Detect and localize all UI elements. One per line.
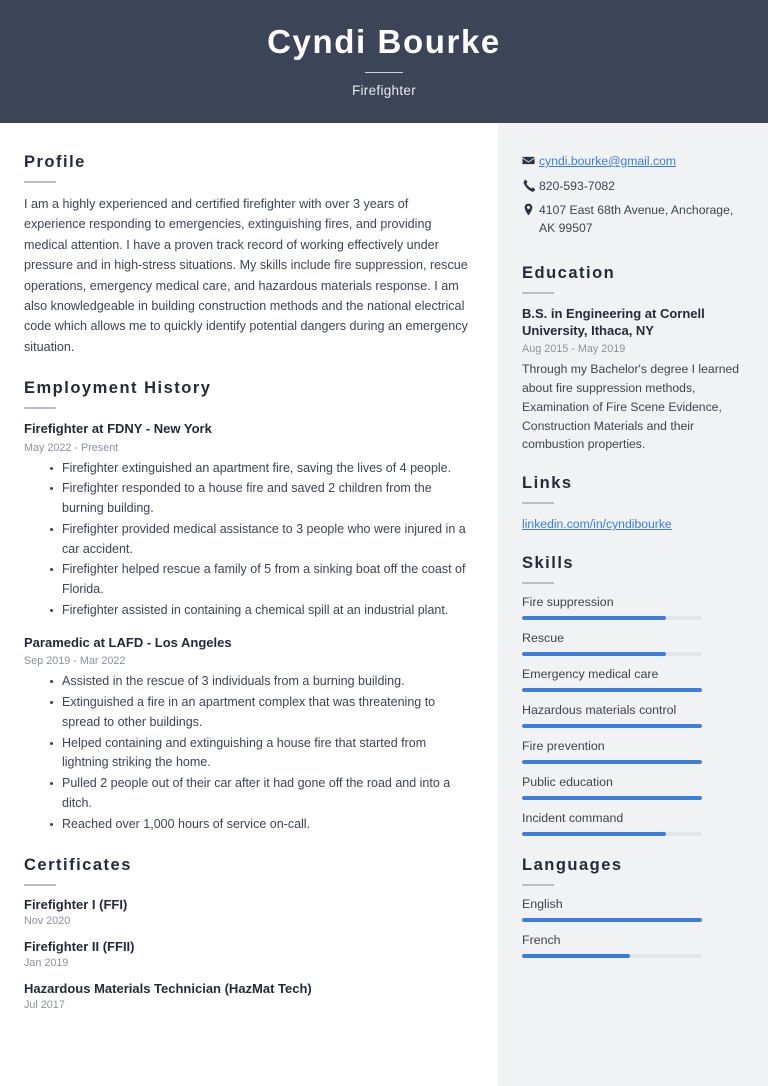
address-text: 4107 East 68th Avenue, Anchorage, AK 99507 — [539, 203, 734, 236]
email-link[interactable]: cyndi.bourke@gmail.com — [539, 154, 677, 168]
skill-bar-fill — [522, 760, 702, 764]
language-bar-fill — [522, 918, 702, 922]
resume-header — [0, 0, 768, 123]
skill-bar-track — [522, 652, 702, 656]
certificates-section — [24, 856, 470, 1011]
contact-row — [522, 202, 744, 237]
skill-label: Emergency medical care — [522, 667, 659, 682]
certificate-title: Firefighter II (FFII) — [24, 939, 135, 955]
job-entry — [24, 420, 470, 621]
skill-label: Incident command — [522, 811, 624, 826]
section-underline — [24, 407, 56, 409]
skill — [522, 775, 744, 800]
job-bullet: Helped containing and extinguishing a house fire that started from lightning striking the home. — [50, 734, 470, 774]
certificate-date: Jan 2019 — [24, 957, 69, 970]
skill-list — [522, 595, 744, 836]
contact-list — [522, 153, 744, 238]
education-date: Aug 2015 - May 2019 — [522, 342, 626, 355]
language — [522, 897, 744, 922]
main-column — [0, 123, 498, 1086]
job-bullet: Pulled 2 people out of their car after it had gone off the road and into a ditch. — [50, 774, 470, 814]
language-bar-fill — [522, 954, 630, 958]
resume-body — [0, 123, 768, 1086]
skills-section — [522, 554, 744, 836]
certificate-entry — [24, 939, 470, 969]
link-list — [522, 515, 744, 534]
section-underline — [522, 292, 554, 294]
skill-label: Fire prevention — [522, 739, 605, 754]
education-section — [522, 264, 744, 455]
job-bullet: Firefighter extinguished an apartment fire, saving the lives of 4 people. — [50, 459, 470, 479]
language-label: English — [522, 897, 563, 912]
job-bullet: Extinguished a fire in an apartment complex that was threatening to spread to other buildings. — [50, 693, 470, 733]
certificate-date: Nov 2020 — [24, 915, 71, 928]
certificate-entry — [24, 981, 470, 1011]
candidate-job-title: Firefighter — [351, 83, 417, 99]
job-title: Paramedic at LAFD - Los Angeles — [24, 634, 232, 650]
skill-label: Rescue — [522, 631, 565, 646]
contact-row — [522, 153, 744, 171]
job-title: Firefighter at FDNY - New York — [24, 421, 212, 437]
skill-bar-track — [522, 760, 702, 764]
skill-label: Fire suppression — [522, 595, 614, 610]
profile-heading: Profile — [24, 153, 86, 171]
section-underline — [522, 582, 554, 584]
job-entry — [24, 634, 470, 835]
job-bullet: Firefighter responded to a house fire and saved 2 children from the burning building. — [50, 479, 470, 519]
skill-bar-fill — [522, 724, 702, 728]
certificate-entry — [24, 897, 470, 927]
job-bullet: Assisted in the rescue of 3 individuals from a burning building. — [50, 672, 470, 692]
links-section — [522, 474, 744, 534]
skill — [522, 703, 744, 728]
language-list — [522, 897, 744, 958]
languages-heading: Languages — [522, 856, 623, 875]
certificate-list — [24, 897, 470, 1011]
skill — [522, 739, 744, 764]
job-date: Sep 2019 - Mar 2022 — [24, 655, 126, 668]
section-underline — [522, 884, 554, 886]
skill-bar-fill — [522, 652, 666, 656]
skill-bar-fill — [522, 796, 702, 800]
language — [522, 933, 744, 958]
envelope-icon — [522, 153, 539, 167]
certificate-date: Jul 2017 — [24, 999, 65, 1012]
skill-bar-fill — [522, 832, 666, 836]
employment-heading: Employment History — [24, 379, 212, 398]
skill-bar-track — [522, 832, 702, 836]
certificate-title: Hazardous Materials Technician (HazMat Tech) — [24, 981, 312, 997]
section-underline — [522, 502, 554, 504]
section-underline — [24, 181, 56, 183]
profile-link[interactable]: linkedin.com/in/cyndibourke — [522, 517, 672, 532]
skill-label: Hazardous materials control — [522, 703, 677, 718]
job-bullet: Firefighter assisted in containing a chemical spill at an industrial plant. — [50, 601, 470, 621]
links-heading: Links — [522, 474, 573, 493]
skill-bar-fill — [522, 616, 666, 620]
skills-heading: Skills — [522, 554, 575, 573]
map-pin-icon — [522, 202, 539, 216]
language-label: French — [522, 933, 561, 948]
skill-bar-track — [522, 796, 702, 800]
contact-row — [522, 178, 744, 196]
skill-bar-track — [522, 688, 702, 692]
phone-text: 820-593-7082 — [539, 178, 615, 193]
language-bar-track — [522, 954, 702, 958]
job-date: May 2022 - Present — [24, 441, 119, 454]
candidate-name: Cyndi Bourke — [267, 22, 501, 60]
education-description: Through my Bachelor's degree I learned about fire suppression methods, Examination of Fire Scene Evidence, Construction Materials and their combustion properties. — [522, 361, 740, 452]
profile-section — [24, 153, 470, 357]
skill-bar-track — [522, 724, 702, 728]
skill-label: Public education — [522, 775, 613, 790]
language-bar-track — [522, 918, 702, 922]
skill — [522, 667, 744, 692]
skill-bar-fill — [522, 688, 702, 692]
certificate-title: Firefighter I (FFI) — [24, 897, 128, 913]
job-bullet: Firefighter helped rescue a family of 5 from a sinking boat off the coast of Florida. — [50, 560, 470, 600]
job-bullet-list — [24, 672, 470, 834]
languages-section — [522, 856, 744, 958]
job-list — [24, 420, 470, 834]
sidebar-column — [498, 123, 768, 1086]
phone-icon — [522, 178, 539, 192]
certificates-heading: Certificates — [24, 856, 132, 875]
job-bullet: Firefighter provided medical assistance to 3 people who were injured in a car accident. — [50, 520, 470, 560]
section-underline — [24, 884, 56, 886]
skill — [522, 595, 744, 620]
header-divider — [365, 72, 403, 73]
job-bullet: Reached over 1,000 hours of service on-call. — [50, 815, 470, 835]
education-degree: B.S. in Engineering at Cornell University, Ithaca, NY — [522, 305, 705, 339]
skill — [522, 631, 744, 656]
education-heading: Education — [522, 263, 616, 282]
employment-section — [24, 379, 470, 834]
skill — [522, 811, 744, 836]
skill-bar-track — [522, 616, 702, 620]
profile-text: I am a highly experienced and certified firefighter with over 3 years of experience responding to emergencies, extinguishing fires, and providing medical attention. I have a proven track record of working effectively under pressure and in high-stress situations. My skills include fire suppression, rescue operations, emergency medical care, and hazardous materials response. I am also knowledgeable in building construction methods and the national electrical code which allows me to quickly identify potential dangers during an emergency situation. — [24, 197, 468, 354]
job-bullet-list — [24, 459, 470, 621]
